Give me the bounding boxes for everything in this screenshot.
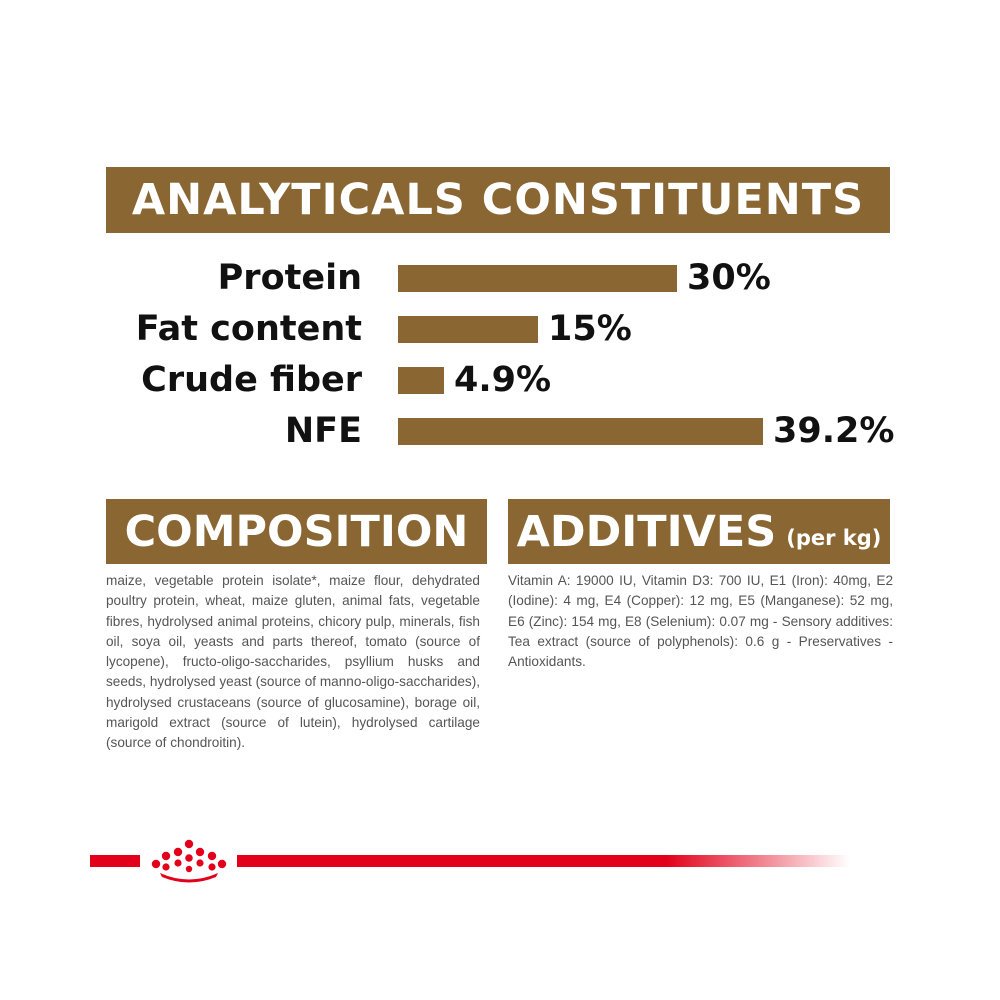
footer-line-right (237, 855, 850, 867)
bar-label-fat-content: Fat content (135, 309, 362, 349)
bar-nfe (398, 418, 763, 445)
bar-crude-fiber (398, 367, 444, 394)
composition-banner (106, 499, 487, 564)
bar-value-fat-content: 15% (548, 309, 632, 349)
analytics-title: ANALYTICALS CONSTITUENTS (131, 175, 865, 225)
bar-protein (398, 265, 677, 292)
bar-value-nfe: 39.2% (773, 411, 895, 451)
footer-line-left (90, 855, 140, 867)
additives-title: ADDITIVES (516, 506, 777, 557)
bar-label-crude-fiber: Crude fiber (141, 360, 362, 400)
additives-banner (508, 499, 890, 564)
bar-value-protein: 30% (687, 258, 771, 298)
crown-logo-icon (146, 836, 232, 884)
composition-title: COMPOSITION (124, 506, 469, 557)
additives-subtitle: (per kg) (786, 525, 882, 550)
bar-label-protein: Protein (217, 258, 362, 298)
bar-fat-content (398, 316, 538, 343)
additives-text: Vitamin A: 19000 IU, Vitamin D3: 700 IU, E1 (Iron): 40mg, E2 (Iodine): 4 mg, E4 (Copper): 12 mg, E5 (Manganese): 52 mg, E6 (Zinc): 154 mg, E8 (Selenium): 0.07 mg - Sensory additives: Tea extract (source of polyphenols): 0.6 g - Preservatives - Antioxidants. (508, 573, 893, 670)
bar-label-nfe: NFE (284, 411, 362, 451)
bar-value-crude-fiber: 4.9% (454, 360, 552, 400)
composition-text: maize, vegetable protein isolate*, maize flour, dehydrated poultry protein, wheat, maize gluten, animal fats, vegetable fibres, hydrolysed animal proteins, chicory pulp, minerals, fish oil, soya oil, yeasts and parts thereof, tomato (source of lycopene), fructo-oligo-saccharides, psyllium husks and seeds, hydrolysed yeast (source of manno-oligo-saccharides), hydrolysed crustaceans (source of glucosamine), borage oil, marigold extract (source of lutein), hydrolysed cartilage (source of chondroitin). (106, 573, 481, 751)
